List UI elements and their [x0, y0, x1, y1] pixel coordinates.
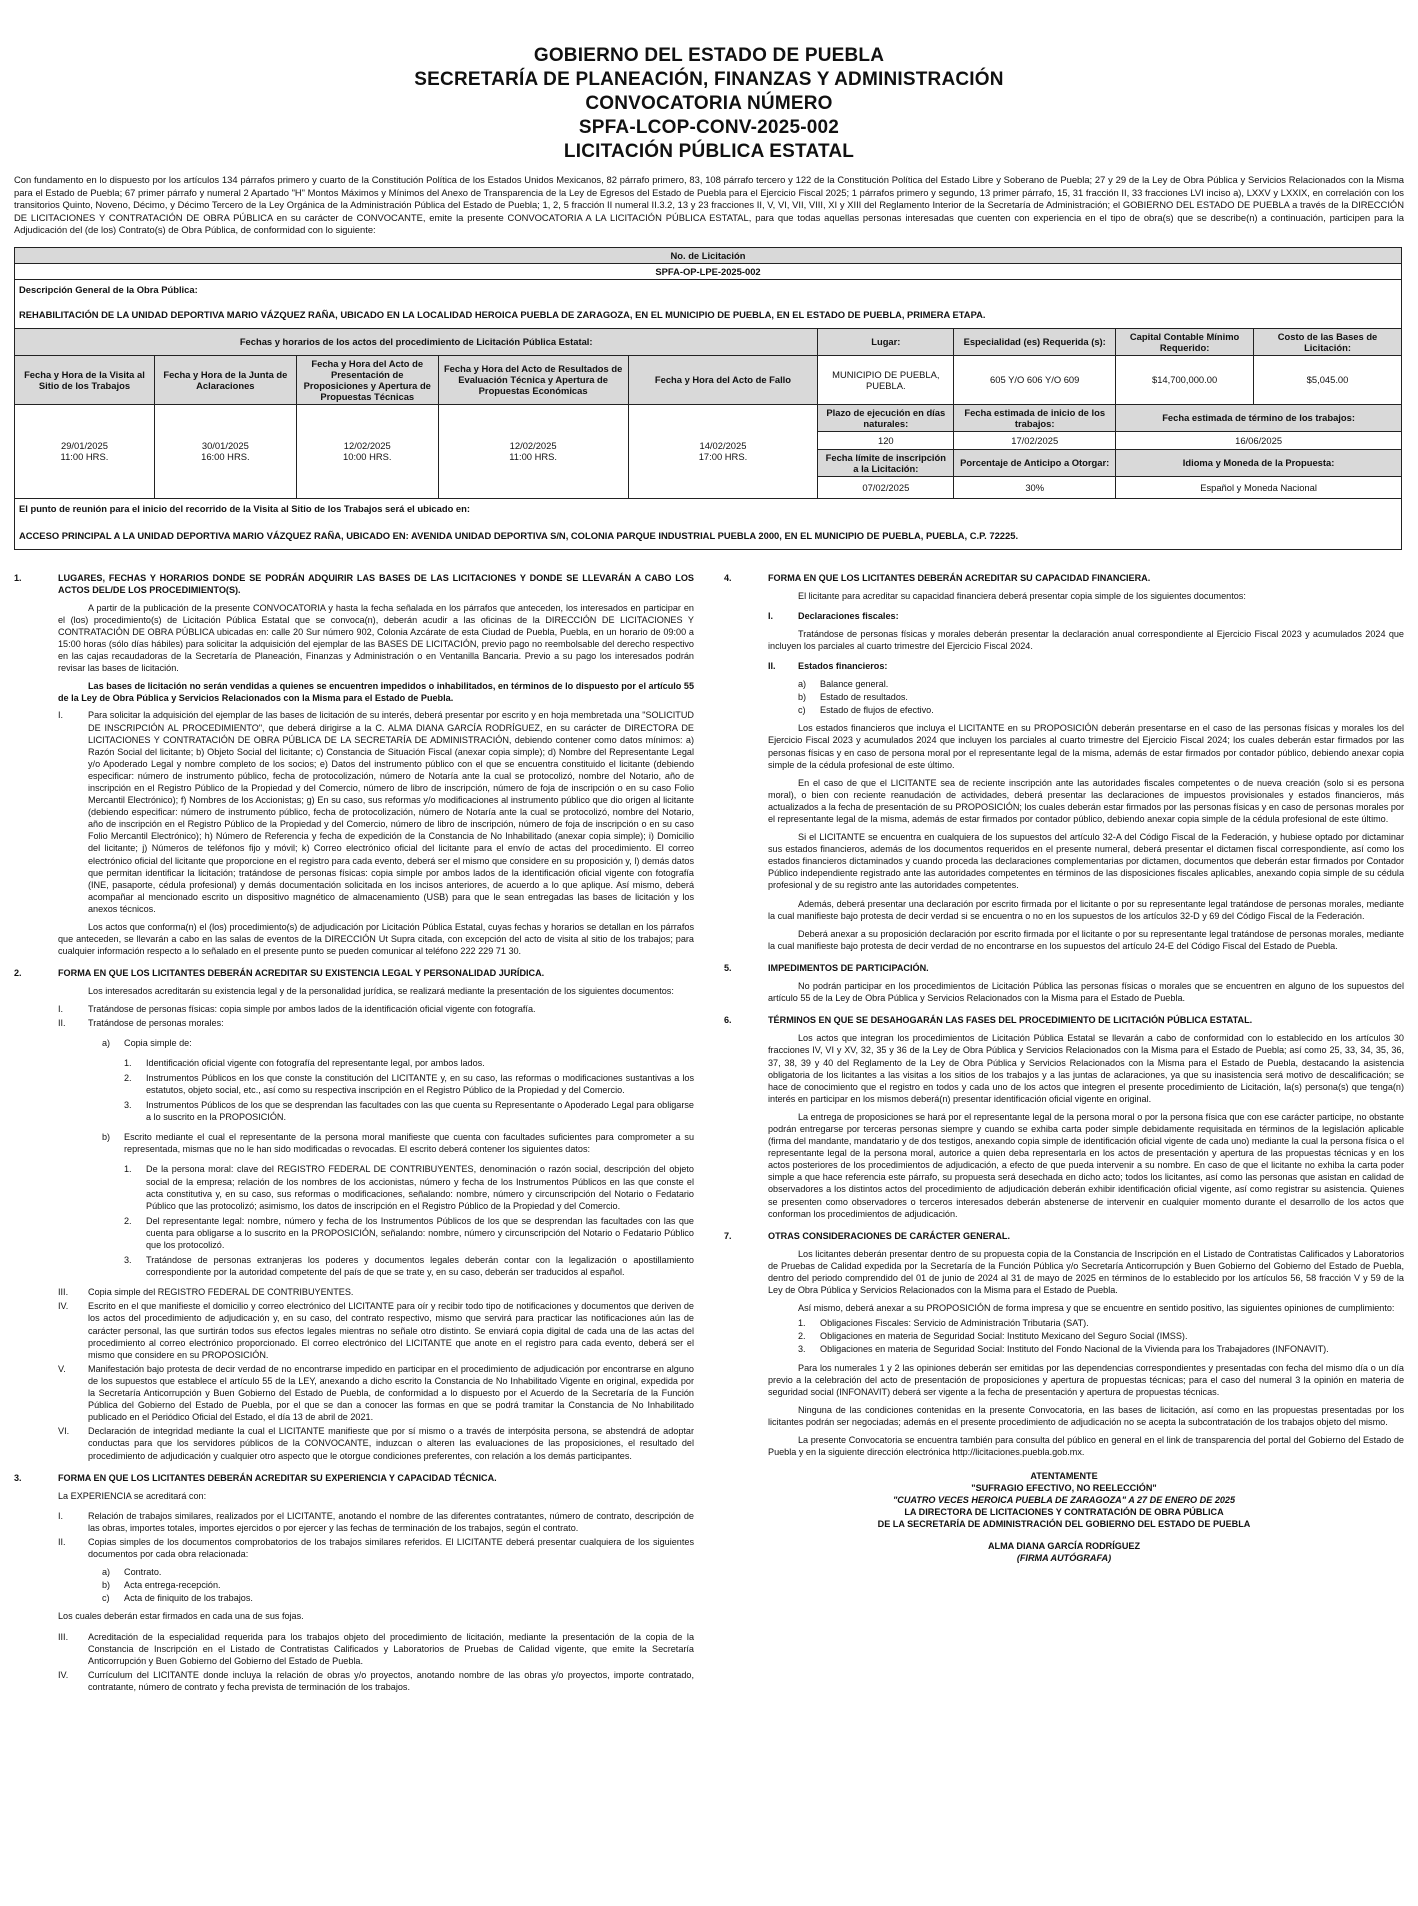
section-title: FORMA EN QUE LOS LICITANTES DEBERÁN ACREDITAR SU CAPACIDAD FINANCIERA. — [768, 572, 1151, 583]
visita-header: Fecha y Hora de la Visita al Sitio de los Trabajos — [15, 355, 155, 404]
paragraph: La presente Convocatoria se encuentra también para consulta del público en general en el link de transparencia del portal del Gobierno del Estado de Puebla y en la siguiente dirección electrónica http://licitaciones.puebla.gob.mx. — [768, 1435, 1404, 1458]
punto-reunion-value: ACCESO PRINCIPAL A LA UNIDAD DEPORTIVA MARIO VÁZQUEZ RAÑA, UBICADO EN: AVENIDA UNIDAD DEPORTIVA S/N, COLONIA PARQUE INDUSTRIAL PUEBLA 2000, EN EL MUNICIPIO DE PUEBLA, PUEBLA, C.P. 72225. — [15, 522, 1402, 550]
list-marker: II. — [58, 1017, 66, 1028]
list-text: Escrito en el que manifieste el domicilio y correo electrónico del LICITANTE para oír y recibir todo tipo de notificaciones y documentos que deriven de los actos del procedimiento de adjudicación y, en su caso, del contrato respectivo, mismo que servirá para practicar las notificaciones aún las de carácter personal, las que surtirán todos sus efectos legales mientras no señale otro distinto. Se enviará copia digital de cada una de las actas del procedimiento al correo electrónico proporcionado. El correo electrónico del LICITANTE que anote en el registro para cada evento, deberá ser el mismo que considere en su PROPOSICIÓN. — [88, 1301, 694, 1360]
list-item — [124, 1057, 694, 1069]
list-marker: IV. — [58, 1669, 69, 1680]
header-convocatoria-number: SPFA-LCOP-CONV-2025-002 — [578, 117, 840, 138]
list-text: Acta de finiquito de los trabajos. — [124, 1593, 253, 1604]
section-title: LUGARES, FECHAS Y HORARIOS DONDE SE PODRÁN ADQUIRIR LAS BASES DE LAS LICITACIONES Y DONDE SE LLEVARÁN A CABO LOS ACTOS DEL/DE LOS PROCEDIMIENTO(S). — [58, 572, 694, 595]
anticipo-value: 30% — [954, 476, 1116, 498]
body-columns — [14, 572, 1404, 1694]
list-item — [798, 691, 1404, 703]
list-marker: c) — [798, 705, 806, 716]
signature-office: DE LA SECRETARÍA DE ADMINISTRACIÓN DEL GOBIERNO DEL ESTADO DE PUEBLA — [877, 1519, 1251, 1530]
list-marker: 2. — [124, 1072, 132, 1083]
paragraph: Así mismo, deberá anexar a su PROPOSICIÓN de forma impresa y que se encuentre en sentido positivo, las siguientes opiniones de cumplimiento: — [798, 1303, 1395, 1314]
list-marker: a) — [102, 1567, 111, 1578]
list-text: Obligaciones en materia de Seguridad Social: Instituto Mexicano del Seguro Social (IMSS). — [820, 1331, 1188, 1342]
list-marker: I. — [58, 710, 64, 721]
list-item — [58, 1017, 694, 1029]
list-item — [798, 1317, 1404, 1329]
paragraph: No podrán participar en los procedimientos de Licitación Pública las personas físicas o morales que se encuentren en alguno de los supuestos del artículo 55 de la Ley de Obra Pública y Servicios Relacionados con la Misma para el Estado de Puebla. — [768, 981, 1404, 1004]
list-item — [58, 1363, 694, 1423]
list-marker: a) — [798, 679, 807, 690]
list-text: Escrito mediante el cual el representante de la persona moral manifieste que cuenta con facultades suficientes para comprometer a su representada, mismas que no le han sido modificadas o revocadas. El escrito deberá contener los siguientes datos: — [124, 1132, 694, 1155]
signature-note: (FIRMA AUTÓGRAFA) — [1016, 1553, 1112, 1564]
capital-value: $14,700,000.00 — [1116, 355, 1254, 404]
list-text: Contrato. — [124, 1567, 162, 1578]
list-marker: V. — [58, 1363, 66, 1374]
paragraph: Deberá anexar a su proposición declaración por escrito firmada por el licitante o por su representante legal tratándose de personas morales, mediante la cual manifieste bajo protesta de decir verdad de no encontrarse en los supuestos del artículo 24-E del Código Fiscal del Estado de Puebla. — [768, 928, 1404, 951]
list-text: Instrumentos Públicos de los que se desprendan las facultades con las que cuenta su Representante o Apoderado Legal para obligarse a lo suscrito en la PROPOSICIÓN. — [146, 1100, 694, 1123]
lugar-value: MUNICIPIO DE PUEBLA, PUEBLA. — [818, 355, 954, 404]
list-text: Declaración de integridad mediante la cual el LICITANTE manifieste que por sí mismo o a través de interpósita persona, se abstendrá de adoptar conductas para que los servidores públicos de la CONVOCANTE, induzcan o alteren las evaluaciones de las proposiciones, el resultado del procedimiento de adjudicación y cualquier otro aspecto que le otorgue condiciones preferentes, con relación a los demás participantes. — [88, 1426, 694, 1461]
termino-value: 16/06/2025 — [1116, 431, 1402, 449]
list-text: Balance general. — [820, 679, 889, 690]
list-text: Obligaciones en materia de Seguridad Social: Instituto del Fondo Nacional de la Vivienda para los Trabajadores (INFONAVIT). — [820, 1344, 1329, 1355]
list-text: Identificación oficial vigente con fotografía del representante legal, por ambos lados. — [146, 1057, 485, 1068]
paragraph: Los interesados acreditarán su existencia legal y de la personalidad jurídica, se realizará mediante la presentación de los siguientes documentos: — [88, 986, 674, 997]
list-marker: II. — [58, 1536, 66, 1547]
list-item — [798, 1330, 1404, 1342]
presentacion-cell — [296, 404, 438, 498]
list-marker: I. — [58, 1510, 64, 1521]
signature-block — [724, 1470, 1404, 1564]
section-5-heading — [724, 962, 1404, 974]
fechas-header: Fechas y horarios de los actos del procedimiento de Licitación Pública Estatal: — [15, 328, 818, 355]
list-marker: VI. — [58, 1426, 70, 1437]
paragraph: Los actos que integran los procedimientos de Licitación Pública Estatal se llevarán a cabo de conformidad con lo establecido en los artículos 30 fracciones IV, VI y XV, 32, 35 y 36 de la Ley de Obra Pública y Servicios Relacionados con la Misma para el Estado de Puebla; así como 25, 33, 34, 35, 36, 37, 38, 39 y 40 del Reglamento de la Ley de Obra Pública y Servicios Relacionados con la Misma para el Estado de Puebla, destacando la asistencia obligatoria de los licitantes a las visitas a los sitios de los trabajos y a las juntas de aclaraciones, ya que su inasistencia será motivo de descalificación; se hace de conocimiento que el registro en todos y cada uno de los actos que integren el presente procedimiento de Licitación, la(s) persona(s) que tenga(n) interés en participar en los mismos deberá(n) presentar identificación oficial vigente en original. — [768, 1033, 1404, 1104]
left-column — [14, 572, 694, 1694]
list-item — [768, 610, 1404, 622]
descripcion-value: REHABILITACIÓN DE LA UNIDAD DEPORTIVA MARIO VÁZQUEZ RAÑA, UBICADO EN LA LOCALIDAD HEROICA PUEBLA DE ZARAGOZA, EN EL MUNICIPIO DE PUEBLA, EN EL ESTADO DE PUEBLA, PRIMERA ETAPA. — [15, 301, 1402, 329]
junta-header: Fecha y Hora de la Junta de Aclaraciones — [154, 355, 296, 404]
list-marker: c) — [102, 1593, 110, 1604]
list-item — [102, 1131, 694, 1155]
list-marker: b) — [798, 692, 807, 703]
paragraph: A partir de la publicación de la presente CONVOCATORIA y hasta la fecha señalada en los párrafos que anteceden, los interesados en participar en el (los) procedimiento(s) de Licitación Pública Estatal que se convoca(n), deberán acudir a las oficinas de la DIRECCIÓN DE LICITACIONES Y CONTRATACIÓN DE OBRA PÚBLICA ubicadas en: calle 20 Sur número 902, Colonia Azcárate de esta Ciudad de Puebla, Puebla, en un horario de 09:00 a 15:00 horas (sólo días hábiles) para solicitar la adquisición del ejemplar de las BASES DE LICITACIÓN, previo pago no reembolsable del derecho respectivo en las cajas recaudadoras de la Secretaría de Planeación, Finanzas y Administración o en Ventanilla Bancaria. Previo a su pago los interesados podrán revisar las bases de licitación. — [58, 602, 694, 674]
section-2-heading — [14, 967, 694, 979]
paragraph: En el caso de que el LICITANTE sea de reciente inscripción ante las autoridades fiscales competentes o de nueva creación (solo si es persona moral), o bien con reciente reanudación de actividades, deberá presentar las declaraciones de impuestos provisionales y estados financieros, más actualizados a la fecha de presentación de su PROPOSICIÓN; los cuales deberán estar firmados por las personas físicas y en caso de personas morales por el representante legal de la misma, además de estar firmados por contador público, debiendo anexar copia simple de la cédula profesional de este último. — [768, 777, 1404, 824]
capital-label: Capital Contable Mínimo Requerido: — [1116, 328, 1254, 355]
resultados-fecha: 12/02/2025 — [509, 440, 557, 451]
list-marker: 1. — [124, 1057, 132, 1068]
right-column — [724, 572, 1404, 1694]
visita-hora: 11:00 HRS. — [60, 451, 109, 462]
section-number: 3. — [14, 1472, 22, 1483]
paragraph: Los cuales deberán estar firmados en cada una de sus fojas. — [58, 1611, 304, 1622]
signature-name: ALMA DIANA GARCÍA RODRÍGUEZ — [987, 1541, 1141, 1552]
especialidad-value: 605 Y/O 606 Y/O 609 — [954, 355, 1116, 404]
junta-fecha: 30/01/2025 — [201, 440, 249, 451]
paragraph: Si el LICITANTE se encuentra en cualquiera de los supuestos del artículo 32-A del Código Fiscal de la Federación, y hubiese optado por dictaminar sus estados financieros, además de los documentos requeridos en el presente numeral, deberá presentar el dictamen fiscal correspondiente, así como los estados financieros dictaminados y cuando proceda las declaraciones complementarias por dictamen, documentos que deberán estar firmados por Contador Público independiente registrado ante las autoridades competentes en términos de las disposiciones fiscales aplicables, anexando copia simple de su cédula profesional y de su registro ante las autoridades competentes. — [768, 832, 1404, 891]
list-text: Manifestación bajo protesta de decir verdad de no encontrarse impedido en participar en el procedimiento de adjudicación por encontrarse en alguno de los supuestos que establece el artículo 55 de la LEY, anexando a dicho escrito la Constancia de No Inhabilitado Vigente en original, expedida por la Secretaría Anticorrupción y Buen Gobierno del Estado de Puebla, de conformidad a lo dispuesto por el Acuerdo de la Secretaría de la Función Pública del Gobierno del Estado de Puebla, por el que se dan a conocer las formas en que se podrá tramitar la Constancia de No Inhabilitado publicado en el Periódico Oficial del Estado, el día 13 de abril de 2021. — [88, 1363, 694, 1423]
licitacion-table — [14, 247, 1402, 550]
junta-hora: 16:00 HRS. — [201, 451, 250, 462]
signature-atentamente: ATENTAMENTE — [1030, 1471, 1098, 1482]
section-1-heading — [14, 572, 694, 596]
idioma-value: Español y Moneda Nacional — [1116, 476, 1402, 498]
section-title: FORMA EN QUE LOS LICITANTES DEBERÁN ACREDITAR SU EXPERIENCIA Y CAPACIDAD TÉCNICA. — [58, 1472, 497, 1483]
termino-label: Fecha estimada de término de los trabajos: — [1116, 404, 1402, 431]
list-item — [58, 1300, 694, 1360]
header-secretariat: SECRETARÍA DE PLANEACIÓN, FINANZAS Y ADMINISTRACIÓN — [414, 69, 1004, 90]
list-text: Currículum del LICITANTE donde incluya la relación de obras y/o proyectos, anotando nombre de las obras y/o proyectos, importe contratado, contratante, número de contrato y fecha prevista de terminación de los trabajos. — [88, 1669, 694, 1692]
list-item — [58, 1631, 694, 1667]
list-item — [124, 1163, 694, 1211]
header-licitacion-type: LICITACIÓN PÚBLICA ESTATAL — [563, 141, 855, 162]
list-marker: I. — [768, 610, 774, 621]
section-number: 1. — [14, 572, 22, 583]
list-marker: 1. — [798, 1318, 806, 1329]
list-marker: 2. — [798, 1331, 806, 1342]
list-text: Obligaciones Fiscales: Servicio de Administración Tributaria (SAT). — [820, 1318, 1089, 1329]
list-item — [102, 1566, 694, 1578]
visita-cell — [15, 404, 155, 498]
list-text: Copias simples de los documentos comprobatorios de los trabajos similares referidos. El LICITANTE deberá presentar cualquiera de los siguientes documentos por cada obra relacionada: — [88, 1536, 694, 1560]
signature-motto: "SUFRAGIO EFECTIVO, NO REELECCIÓN" — [971, 1483, 1157, 1494]
list-text: Declaraciones fiscales: — [798, 610, 899, 621]
list-marker: a) — [102, 1037, 111, 1048]
fallo-fecha: 14/02/2025 — [699, 440, 747, 451]
list-text: Copia simple del REGISTRO FEDERAL DE CONTRIBUYENTES. — [88, 1287, 354, 1298]
plazo-value: 120 — [818, 431, 954, 449]
signature-position: LA DIRECTORA DE LICITACIONES Y CONTRATACIÓN DE OBRA PÚBLICA — [904, 1507, 1224, 1518]
list-item — [124, 1099, 694, 1123]
visita-fecha: 29/01/2025 — [60, 440, 108, 451]
list-text: Relación de trabajos similares, realizados por el LICITANTE, anotando el nombre de las diferentes contratantes, número de contrato, descripción de las obras, importes totales, importes ejercidos o por ejercer y las fechas de terminación de los trabajos, según el contrato. — [88, 1510, 694, 1533]
document-header — [14, 0, 1404, 164]
no-licitacion-label: No. de Licitación — [15, 247, 1402, 263]
paragraph: Los actos que conforma(n) el (los) procedimiento(s) de adjudicación por Licitación Pública Estatal, cuyas fechas y horarios se detallan en los párrafos que anteceden, se llevarán a cabo en las salas de eventos de la DIRECCIÓN Ut Supra citada, con excepción del acto de visita al sitio de los trabajos; para cualquier información respecto a lo señalado en el presente punto se pueden comunicar al teléfono 222 229 71 30. — [58, 922, 694, 957]
list-item — [124, 1072, 694, 1096]
section-3-heading — [14, 1472, 694, 1484]
intro-paragraph: Con fundamento en lo dispuesto por los artículos 134 párrafos primero y cuarto de la Constitución Política de los Estados Unidos Mexicanos, 82 párrafo primero, 83, 108 párrafo tercero y 122 de la Constitución Política del Estado Libre y Soberano de Puebla; 27 y 29 de la Ley de Obra Pública y Servicios Relacionados con la Misma para el Estado de Puebla; 67 primer párrafo y numeral 2 Apartado "H" Montos Máximos y Mínimos del Anexo de Transparencia de la Ley de Egresos del Estado de Puebla para el Ejercicio Fiscal 2025; 1 párrafos primero y segundo, 13 primer párrafo, 15, 31 fracción II, 33 fracciones LVI inciso a), LXXV y LXXIX, en correlación con los transitorios Quinto, Noveno, Décimo, y Décimo Tercero de la Ley Orgánica de la Administración Pública del Estado de Puebla; 1, 2, 5 fracción II numeral II.3.2, 13 y 23 fracciones II, V, VI, VII, VIII, XI y XIII del Reglamento Interior de la Secretaría de Administración; el GOBIERNO DEL ESTADO DE PUEBLA a través de la DIRECCIÓN DE LICITACIONES Y CONTRATACIÓN DE OBRA PÚBLICA en su carácter de CONVOCANTE, emite la presente CONVOCATORIA A LA LICITACIÓN PÚBLICA ESTATAL, para que todas aquellas personas interesadas que cuenten con experiencia en el tipo de obra(s) que se describe(n) a continuación, participen para la Adjudicación del (de los) Contrato(s) de Obra Pública, de conformidad con lo siguiente: — [14, 174, 1404, 235]
presentacion-header: Fecha y Hora del Acto de Presentación de Proposiciones y Apertura de Propuestas Técnicas — [296, 355, 438, 404]
paragraph: Tratándose de personas físicas y morales deberán presentar la declaración anual correspondiente al Ejercicio Fiscal 2023 y acumulados 2024 que incluyen los parciales al cuarto trimestre del Ejercicio Fiscal 2024. — [768, 628, 1404, 651]
section-title: FORMA EN QUE LOS LICITANTES DEBERÁN ACREDITAR SU EXISTENCIA LEGAL Y PERSONALIDAD JURÍDICA. — [58, 968, 545, 979]
list-item — [798, 1343, 1404, 1355]
list-item — [58, 1003, 694, 1015]
list-item — [124, 1254, 694, 1278]
list-marker: 3. — [124, 1255, 132, 1266]
fallo-header: Fecha y Hora del Acto de Fallo — [628, 355, 818, 404]
inicio-label: Fecha estimada de inicio de los trabajos: — [954, 404, 1116, 431]
list-marker: 3. — [124, 1100, 132, 1111]
list-text: Estado de resultados. — [820, 692, 908, 703]
anticipo-label: Porcentaje de Anticipo a Otorgar: — [954, 449, 1116, 476]
header-convocatoria-label: CONVOCATORIA NÚMERO — [585, 93, 833, 114]
presentacion-fecha: 12/02/2025 — [343, 440, 391, 451]
fallo-cell — [628, 404, 818, 498]
idioma-label: Idioma y Moneda de la Propuesta: — [1116, 449, 1402, 476]
junta-cell — [154, 404, 296, 498]
punto-reunion-label: El punto de reunión para el inicio del recorrido de la Visita al Sitio de los Trabajos será el ubicado en: — [15, 498, 1402, 522]
paragraph: Para los numerales 1 y 2 las opiniones deberán ser emitidas por las dependencias correspondientes y presentadas con fecha del mismo día o un día previo a la celebración del acto de presentación de proposiciones y apertura de propuestas técnicas; para el caso del numeral 3 la opinión en materia de seguridad social (INFONAVIT) deberá ser vigente a la fecha de presentación y apertura de propuestas técnicas. — [768, 1362, 1404, 1397]
plazo-label: Plazo de ejecución en días naturales: — [818, 404, 954, 431]
list-item — [58, 1286, 694, 1298]
list-text: Tratándose de personas morales: — [88, 1017, 224, 1028]
list-text: Estados financieros: — [798, 660, 888, 671]
list-item — [798, 678, 1404, 690]
limite-value: 07/02/2025 — [818, 476, 954, 498]
list-item — [102, 1037, 694, 1049]
list-item — [768, 660, 1404, 672]
section-title: TÉRMINOS EN QUE SE DESAHOGARÁN LAS FASES DEL PROCEDIMIENTO DE LICITACIÓN PÚBLICA ESTATAL. — [768, 1015, 1253, 1026]
section-6-heading — [724, 1014, 1404, 1026]
list-text: Para solicitar la adquisición del ejemplar de las bases de licitación de su interés, deberá presentar por escrito y en hoja membretada una "SOLICITUD DE INSCRIPCIÓN AL PROCEDIMIENTO", que deberá dirigirse a la C. ALMA DIANA GARCÍA RODRÍGUEZ, en su carácter de DIRECTORA DE LICITACIONES Y CONTRATACIÓN DE OBRA PÚBLICA DE LA SECRETARÍA DE ADMINISTRACIÓN, debiendo contener como datos mínimos: a) Razón Social del licitante; b) Objeto Social del licitante; c) Constancia de Situación Fiscal (anexar copia simple); d) Nombre del Representante Legal y/o Apoderado Legal y nombre completo de los socios; e) Datos del instrumento público con el que se encuentra constituido el licitante (debiendo especificar: número de instrumento público, fecha de protocolización, número de Notaría ante la cual se protocolizó, nombre del Notario, año de inscripción en el Registro Público de la Propiedad y del Comercio, número de libro de inscripción, número de foja de inscripción o en su caso Folio Mercantil Electrónico); f) Nombres de los Accionistas; g) En su caso, sus reformas y/o modificaciones al instrumento público que dio origen al licitante (debiendo especificar: número de instrumento público, fecha de protocolización, número de Notaría ante la cual se protocolizó, nombre del Notario, año de inscripción en el Registro Público de la Propiedad y del Comercio, número de libro de inscripción, número de foja de inscripción o en su caso Folio Mercantil Electrónico); h) Número de Referencia y fecha de expedición de la Constancia de No Inhabilitado (anexar copia simple); i) Domicilio del licitante; j) Números de teléfonos fijo y móvil; k) Correo electrónico oficial del licitante para el envío de actas del procedimiento. El correo electrónico oficial del licitante que proporcione en el registro para cada evento, deberá ser el mismo que considere en su proposición y, l) demás datos que permitan identificar la licitación; tratándose de personas físicas: copia simple por ambos lados de la identificación oficial vigente con fotografía (INE, pasaporte, cédula profesional) y demás documentación solicitada en los incisos anteriores, de acuerdo a lo que aplique. Así mismo, deberá acompañar al mencionado escrito un dispositivo magnético de almacenamiento (USB) para que le sean entregadas las bases de licitación y los anexos técnicos. — [88, 710, 694, 914]
list-marker: III. — [58, 1631, 69, 1642]
descripcion-label: Descripción General de la Obra Pública: — [15, 279, 1402, 301]
paragraph: Las bases de licitación no serán vendidas a quienes se encuentren impedidos o inhabilitados, en términos de lo dispuesto por el artículo 55 de la Ley de Obra Pública y Servicios Relacionados con la Misma para el Estado de Puebla. — [58, 681, 694, 704]
section-7-heading — [724, 1230, 1404, 1242]
list-marker: III. — [58, 1287, 69, 1298]
signature-place-date: "CUATRO VECES HEROICA PUEBLA DE ZARAGOZA" A 27 DE ENERO DE 2025 — [892, 1495, 1236, 1506]
list-text: De la persona moral: clave del REGISTRO FEDERAL DE CONTRIBUYENTES, denominación o razón social, descripción del objeto social de la empresa; relación de los nombres de los accionistas, número y fecha de los Instrumentos Públicos en las que conste el acta constitutiva y, en su caso, sus reformas o modificaciones, señalando: nombre, número y circunscripción del Notario o Fedatario Público que las protocolizó; asimismo, los datos de inscripción en el Registro Público de la Propiedad y del Comercio. — [146, 1164, 694, 1211]
paragraph: La EXPERIENCIA se acreditará con: — [58, 1490, 207, 1501]
section-number: 4. — [724, 572, 732, 583]
list-item — [798, 704, 1404, 716]
list-text: Tratándose de personas extranjeras los poderes y documentos legales deberán contar con la legalización o apostillamiento correspondiente por la autoridad competente del país de que se trate y, en su caso, deberán ser traducidos al español. — [146, 1255, 694, 1278]
section-number: 6. — [724, 1015, 732, 1026]
list-item — [102, 1592, 694, 1604]
list-item — [58, 1669, 694, 1693]
resultados-cell — [438, 404, 628, 498]
list-text: Del representante legal: nombre, número y fecha de los Instrumentos Públicos de los que se desprendan las facultades con las que cuenta para obligarse a lo suscrito en la PROPOSICIÓN, señalando: nombre, número y circunscripción del Notario o Fedatario Público que los protocolizó. — [146, 1215, 694, 1250]
inicio-value: 17/02/2025 — [954, 431, 1116, 449]
paragraph: El licitante para acreditar su capacidad financiera deberá presentar copia simple de los siguientes documentos: — [798, 590, 1246, 601]
lugar-label: Lugar: — [818, 328, 954, 355]
section-title: IMPEDIMENTOS DE PARTICIPACIÓN. — [768, 962, 929, 973]
list-item — [58, 709, 694, 915]
list-text: Instrumentos Públicos en los que conste la constitución del LICITANTE y, en su caso, las reformas o modificaciones sustantivas a los estatutos, objeto social, etc., así como su respectiva inscripción en el Registro Público de la Propiedad y del Comercio. — [146, 1072, 694, 1095]
paragraph: La entrega de proposiciones se hará por el representante legal de la persona moral o por la persona física que con ese carácter participe, no obstante podrán entregarse por terceras personas siempre y cuando se exhiba carta poder simple debidamente requisitada en términos de la legislación aplicable (firma del mandante, mandatario y de dos testigos, anexando copia simple de identificación oficial vigente de cada uno) mediante la cual la persona física o el representante legal de la persona moral, autorice a quien deba representarla en los actos de presentación y apertura de las propuestas técnicas y en los actos posteriores de los procedimientos de adjudicación, a efecto de que pueda intervenir a su nombre. En caso de que el licitante no exhiba la carta poder simple a que hace referencia este párrafo, su propuesta será desechada en dicho acto; todos los licitantes, así como las personas que asistan en calidad de observadores a los distintos actos del procedimiento de adjudicación deberán exhibir identificación oficial vigente, así como registrar su asistencia. Quienes se presenten como observadores o terceros interesados deberán abstenerse de intervenir en cualquier momento durante el desarrollo de los actos que conforman los procedimientos de adjudicación. — [768, 1111, 1404, 1219]
section-title: OTRAS CONSIDERACIONES DE CARÁCTER GENERAL. — [768, 1230, 1011, 1241]
list-text: Tratándose de personas físicas: copia simple por ambos lados de la identificación oficial vigente con fotografía. — [88, 1003, 536, 1014]
list-item — [58, 1425, 694, 1461]
section-4-heading — [724, 572, 1404, 584]
resultados-header: Fecha y Hora del Acto de Resultados de Evaluación Técnica y Apertura de Propuestas Económicas — [438, 355, 628, 404]
presentacion-hora: 10:00 HRS. — [343, 451, 392, 462]
header-government: GOBIERNO DEL ESTADO DE PUEBLA — [533, 45, 885, 66]
list-item — [58, 1536, 694, 1560]
list-item — [102, 1579, 694, 1591]
list-marker: 3. — [798, 1344, 806, 1355]
list-marker: 2. — [124, 1215, 132, 1226]
list-item — [124, 1215, 694, 1251]
costo-value: $5,045.00 — [1254, 355, 1402, 404]
list-marker: I. — [58, 1003, 64, 1014]
list-marker: b) — [102, 1580, 111, 1591]
resultados-hora: 11:00 HRS. — [509, 451, 558, 462]
costo-label: Costo de las Bases de Licitación: — [1254, 328, 1402, 355]
list-marker: IV. — [58, 1301, 69, 1312]
paragraph: Los estados financieros que incluya el LICITANTE en su PROPOSICIÓN deberán presentarse en el caso de las personas físicas y morales los del Ejercicio Fiscal 2023 y acumulados 2024 que incluyen los parciales al cuarto trimestre del Ejercicio Fiscal 2024; los cuales deberán estar firmados por las personas físicas y en caso de persona moral por el representante legal de la misma, además de estar firmados por contador público, debiendo anexar copia simple de la cédula profesional de este último. — [768, 723, 1404, 770]
list-text: Copia simple de: — [124, 1037, 192, 1048]
section-number: 7. — [724, 1230, 732, 1241]
list-marker: b) — [102, 1132, 111, 1143]
list-text: Acta entrega-recepción. — [124, 1580, 221, 1591]
section-number: 2. — [14, 968, 22, 979]
list-text: Acreditación de la especialidad requerida para los trabajos objeto del procedimiento de licitación, mediante la presentación de la copia de la Constancia de Inscripción en el Listado de Contratistas Calificados y Laboratorios de Pruebas de Calidad vigente, que emite la Secretaría Anticorrupción y Buen Gobierno del Gobierno del Estado de Puebla. — [88, 1631, 694, 1666]
limite-label: Fecha límite de inscripción a la Licitación: — [818, 449, 954, 476]
paragraph: Los licitantes deberán presentar dentro de su propuesta copia de la Constancia de Inscripción en el Listado de Contratistas Calificados y Laboratorios de Pruebas de Calidad expedida por la Secretaría de la Función Pública y/o Secretaría Anticorrupción y Buen Gobierno del Gobierno del Estado de Puebla, dentro del periodo comprendido del 01 de junio de 2024 al 31 de mayo de 2025 en términos de lo establecido por los artículos 56, 58 fracción V y 59 de la Ley de Obra Pública y Servicios Relacionados con la Misma para el Estado de Puebla. — [768, 1248, 1404, 1296]
no-licitacion-value: SPFA-OP-LPE-2025-002 — [15, 263, 1402, 279]
paragraph: Ninguna de las condiciones contenidas en la presente Convocatoria, en las bases de licitación, así como en las propuestas presentadas por los licitantes podrán ser negociadas; además en el presente procedimiento de adjudicación no se acepta la subcontratación de los trabajos objeto del mismo. — [768, 1404, 1404, 1427]
list-text: Estado de flujos de efectivo. — [820, 705, 934, 716]
especialidad-label: Especialidad (es) Requerida (s): — [954, 328, 1116, 355]
section-number: 5. — [724, 962, 732, 973]
list-item — [58, 1510, 694, 1534]
list-marker: 1. — [124, 1164, 132, 1175]
paragraph: Además, deberá presentar una declaración por escrito firmada por el licitante o por su representante legal tratándose de personas morales, mediante la cual manifieste bajo protesta de decir verdad si se encuentra o no en los supuestos de los artículos 32-D y 69 del Código Fiscal de la Federación. — [768, 898, 1404, 921]
fallo-hora: 17:00 HRS. — [698, 451, 748, 462]
list-marker: II. — [768, 660, 776, 671]
